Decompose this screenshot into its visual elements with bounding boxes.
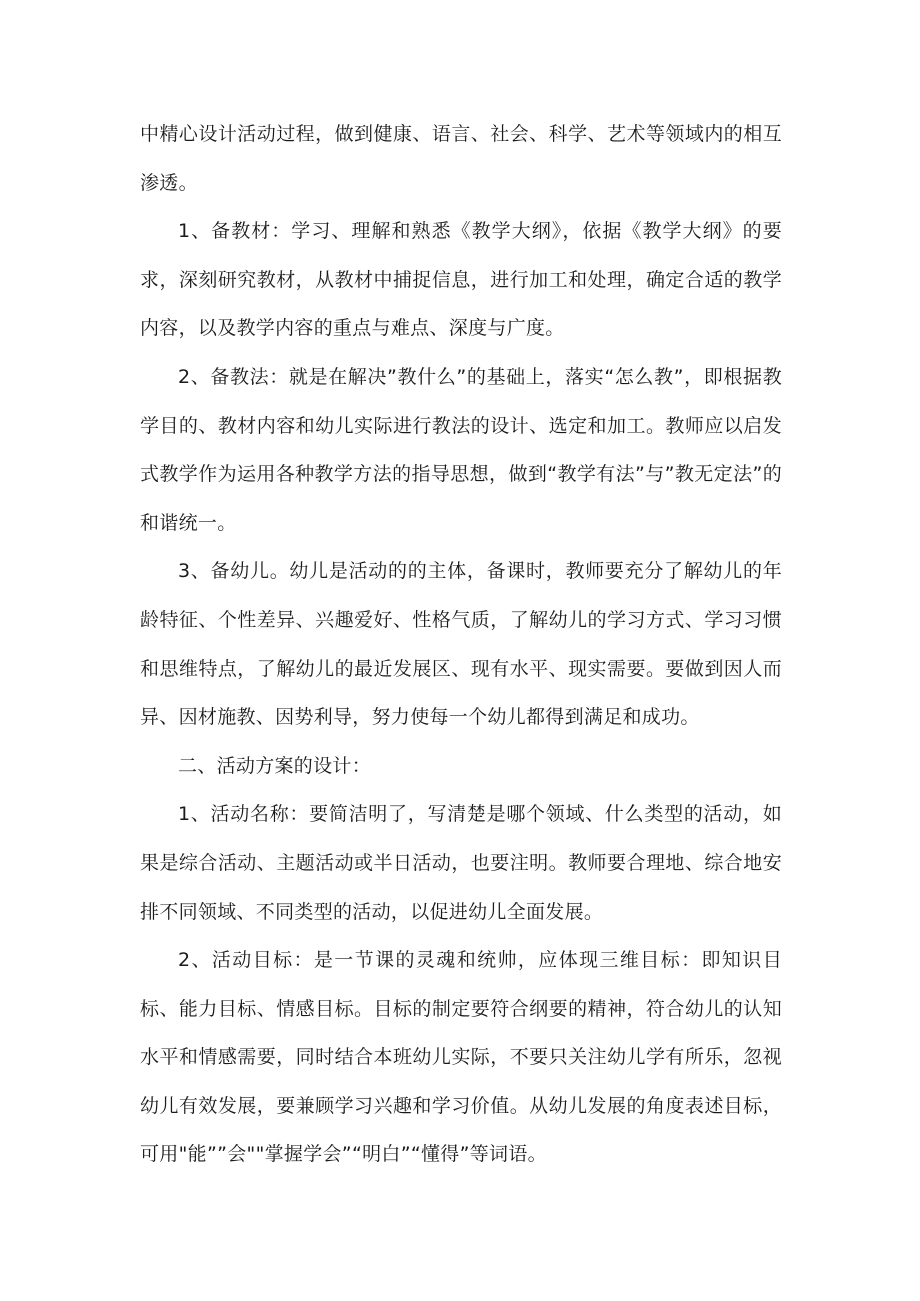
paragraph: 2、备教法：就是在解决”教什么”的基础上，落实“怎么教”，即根据教学目的、教材内容和幼儿实际进行教法的设计、选定和加工。教师应以启发式教学作为运用各种教学方法的指导思想，做到“教学有法”与”教无定法”的和谐统一。 [140, 365, 782, 534]
document-body [140, 110, 782, 1179]
section-heading: 二、活动方案的设计： [178, 754, 372, 777]
paragraph: 中精心设计活动过程，做到健康、语言、社会、科学、艺术等领域内的相互渗透。 [140, 123, 782, 194]
paragraph: 3、备幼儿。幼儿是活动的的主体，备课时，教师要充分了解幼儿的年龄特征、个性差异、兴趣爱好、性格气质，了解幼儿的学习方式、学习习惯和思维特点，了解幼儿的最近发展区、现有水平、现实需要。要做到因人而异、因材施教、因势利导，努力使每一个幼儿都得到满足和成功。 [140, 560, 782, 729]
paragraph: 1、备教材：学习、理解和熟悉《教学大纲》，依据《教学大纲》的要求，深刻研究教材，从教材中捕捉信息，进行加工和处理，确定合适的教学内容，以及教学内容的重点与难点、深度与广度。 [140, 220, 782, 340]
paragraph: 1、活动名称：要简洁明了，写清楚是哪个领域、什么类型的活动，如果是综合活动、主题活动或半日活动，也要注明。教师要合理地、综合地安排不同领域、不同类型的活动，以促进幼儿全面发展。 [140, 803, 782, 923]
paragraph: 2、活动目标：是一节课的灵魂和统帅，应体现三维目标：即知识目标、能力目标、情感目标。目标的制定要符合纲要的精神，符合幼儿的认知水平和情感需要，同时结合本班幼儿实际，不要只关注幼儿学有所乐，忽视幼儿有效发展，要兼顾学习兴趣和学习价值。从幼儿发展的角度表述目标，可用"能””会""掌握学会”“明白”“懂得”等词语。 [140, 949, 782, 1166]
